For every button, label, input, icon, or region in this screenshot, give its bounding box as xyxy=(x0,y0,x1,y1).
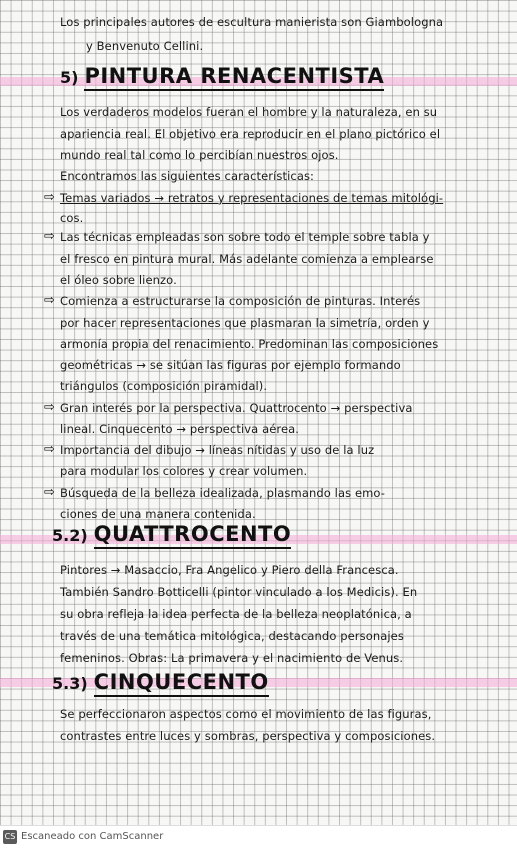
section-title: QUATTROCENTO xyxy=(94,522,292,549)
section-heading-5 xyxy=(60,64,384,88)
text-line: por hacer representaciones que plasmaran la simetría, orden y xyxy=(60,316,430,330)
scanner-watermark xyxy=(0,825,517,848)
text-line: geométricas → se sitúan las figuras por ejemplo formando xyxy=(60,358,401,372)
text-line: Se perfeccionaron aspectos como el movimiento de las figuras, xyxy=(60,707,432,721)
text-line: Las técnicas empleadas son sobre todo el temple sobre tabla y xyxy=(60,230,430,244)
text-line: el fresco en pintura mural. Más adelante comienza a emplearse xyxy=(60,252,434,266)
watermark-text: Escaneado con CamScanner xyxy=(21,831,164,842)
text-line: apariencia real. El objetivo era reproducir en el plano pictórico el xyxy=(60,127,441,141)
text-line: para modular los colores y crear volumen. xyxy=(60,464,308,478)
text-line: cos. xyxy=(60,211,84,225)
camscanner-logo-icon: CS xyxy=(3,830,17,844)
text-line: Encontramos las siguientes características: xyxy=(60,169,315,183)
text-line: armonía propia del renacimiento. Predominan las composiciones xyxy=(60,337,439,351)
text-line: ciones de una manera contenida. xyxy=(60,507,256,521)
text-line: Comienza a estructurarse la composición de pinturas. Interés xyxy=(60,294,421,308)
text-line: el óleo sobre lienzo. xyxy=(60,273,177,287)
bullet-arrow-icon: ⇨ xyxy=(44,190,55,205)
text-line: través de una temática mitológica, destacando personajes xyxy=(60,629,404,643)
section-heading-5-2 xyxy=(52,522,291,546)
text-line: Los verdaderos modelos fueran el hombre y la naturaleza, en su xyxy=(60,105,438,119)
text-line: Gran interés por la perspectiva. Quattrocento → perspectiva xyxy=(60,401,413,415)
bullet-arrow-icon: ⇨ xyxy=(44,400,55,415)
text-line: mundo real tal como lo percibían nuestros ojos. xyxy=(60,148,339,162)
text-line: Importancia del dibujo → líneas nítidas y uso de la luz xyxy=(60,443,375,457)
section-title: CINQUECENTO xyxy=(94,670,269,697)
section-number: 5.2) xyxy=(52,526,88,545)
bullet-arrow-icon: ⇨ xyxy=(44,229,55,244)
section-number: 5) xyxy=(60,68,79,87)
text-line: Los principales autores de escultura manierista son Giambologna xyxy=(60,15,444,29)
text-line: Pintores → Masaccio, Fra Angelico y Piero della Francesca. xyxy=(60,563,399,577)
bullet-arrow-icon: ⇨ xyxy=(44,442,55,457)
text-line: triángulos (composición piramidal). xyxy=(60,379,268,393)
section-number: 5.3) xyxy=(52,674,88,693)
section-heading-5-3 xyxy=(52,670,269,694)
text-line: su obra refleja la idea perfecta de la belleza neoplatónica, a xyxy=(60,607,412,621)
text-line: También Sandro Botticelli (pintor vinculado a los Medicis). En xyxy=(60,585,418,599)
text-line: y Benvenuto Cellini. xyxy=(86,39,204,53)
section-title: PINTURA RENACENTISTA xyxy=(84,64,384,91)
text-line: contrastes entre luces y sombras, perspectiva y composiciones. xyxy=(60,729,436,743)
bullet-arrow-icon: ⇨ xyxy=(44,485,55,500)
text-line: femeninos. Obras: La primavera y el nacimiento de Venus. xyxy=(60,651,404,665)
text-line: Búsqueda de la belleza idealizada, plasmando las emo- xyxy=(60,486,386,500)
text-line: Temas variados → retratos y representaciones de temas mitológi- xyxy=(60,191,444,205)
text-line: lineal. Cinquecento → perspectiva aérea. xyxy=(60,422,300,436)
bullet-arrow-icon: ⇨ xyxy=(44,293,55,308)
